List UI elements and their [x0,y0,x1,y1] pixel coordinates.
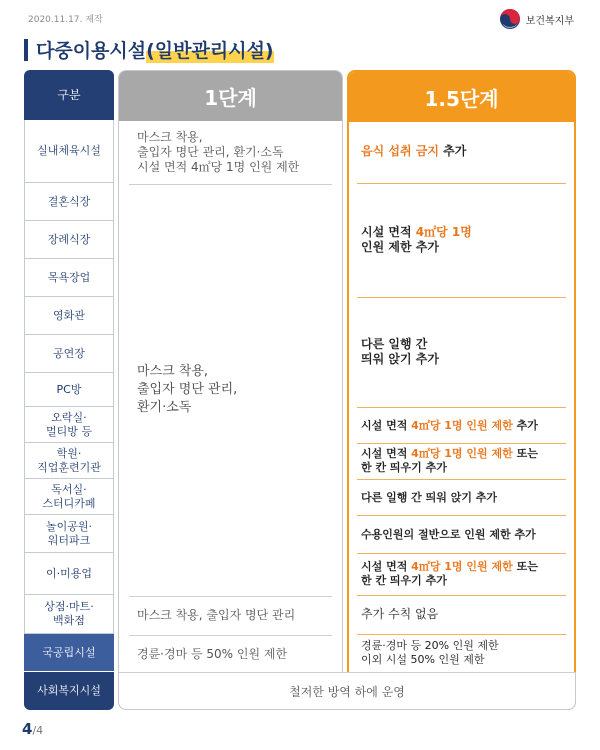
category-academy: 학원· 직업훈련기관 [24,443,114,479]
welfare-merged-rule: 철저한 방역 하에 운영 [118,672,576,710]
rule-text: 또는 한 칸 띄우기 추가 [361,560,538,587]
rule-text: 시설 면적 [361,418,412,432]
rule-text: 시설 면적 [361,447,412,460]
page-number [22,720,43,738]
category-studycafe: 독서실· 스터디카페 [24,479,114,515]
stage15-arcade-rule [349,407,574,443]
category-header: 구분 [24,70,114,120]
title-main: 다중이용시설 [36,40,147,62]
stage15-study-rule: 다른 일행 간 띄워 앉기 추가 [361,490,498,504]
stage15-wedding-rule [349,183,574,297]
category-amusement-park: 놀이공원· 워터파크 [24,515,114,553]
stage15-academy-rule [349,443,574,479]
ministry-name: 보건복지부 [525,15,574,27]
stage15-gym-rule [349,120,574,183]
category-welfare: 사회복지시설 [24,672,114,710]
stage1-stores-rule: 마스크 착용, 출입자 명단 관리 [137,608,296,622]
stage15-column [347,70,576,710]
title-accent-bar [24,39,28,61]
stage1-column [118,70,343,710]
category-bath: 목욕장업 [24,259,114,297]
category-arcade: 오락실· 멀티방 등 [24,407,114,443]
rule-text: 인원 제한 추가 [361,240,439,254]
page-total: /4 [32,724,44,737]
title-sub: (일반관리시설) [146,36,274,63]
ministry-logo [499,8,574,30]
category-column [24,70,114,710]
stage1-general-rule: 마스크 착용, 출입자 명단 관리, 환기·소독 [137,364,238,415]
category-gym: 실내체육시설 [24,120,114,183]
page-title [24,36,274,63]
stage1-gym-rule: 마스크 착용, 출입자 명단 관리, 환기·소독 시설 면적 4㎡당 1명 인원 제한 [137,130,300,174]
category-public: 국공립시설 [24,634,114,672]
category-wedding: 결혼식장 [24,183,114,221]
highlight-text: 음식 섭취 금지 [361,144,439,158]
stage1-public-rule: 경륜·경마 등 50% 인원 제한 [137,646,288,661]
stage15-stores-rule: 추가 수칙 없음 [361,607,439,621]
creation-date: 2020.11.17. 제작 [28,15,103,25]
category-performance: 공연장 [24,335,114,373]
highlight-text: 4㎡당 1명 [415,225,472,239]
stage15-public-rule: 경륜·경마 등 20% 인원 제한 이외 시설 50% 인원 제한 [361,639,499,666]
stage1-header: 1단계 [119,71,342,121]
rule-text: 추가 [512,418,538,432]
rule-text: 또는 한 칸 띄우기 추가 [361,447,538,474]
category-pcroom: PC방 [24,373,114,407]
category-funeral: 장례식장 [24,221,114,259]
rule-text: 추가 [438,144,467,158]
highlight-text: 4㎡당 1명 인원 제한 [411,447,513,460]
stage15-header: 1.5단계 [349,72,574,122]
category-stores: 상점·마트· 백화점 [24,595,114,634]
rule-text: 시설 면적 [361,560,412,573]
category-cinema: 영화관 [24,297,114,335]
stage15-beauty-rule [349,553,574,595]
highlight-text: 4㎡당 1명 인원 제한 [411,560,513,573]
page-current: 4 [22,720,33,738]
rule-text: 시설 면적 [361,225,416,239]
highlight-text: 4㎡당 1명 인원 제한 [411,418,513,432]
stage15-park-rule: 수용인원의 절반으로 인원 제한 추가 [361,527,536,541]
category-beauty: 이·미용업 [24,553,114,595]
taegeuk-emblem-icon [499,8,521,30]
stage15-cinema-rule: 다른 일행 간 띄워 앉기 추가 [361,337,439,366]
